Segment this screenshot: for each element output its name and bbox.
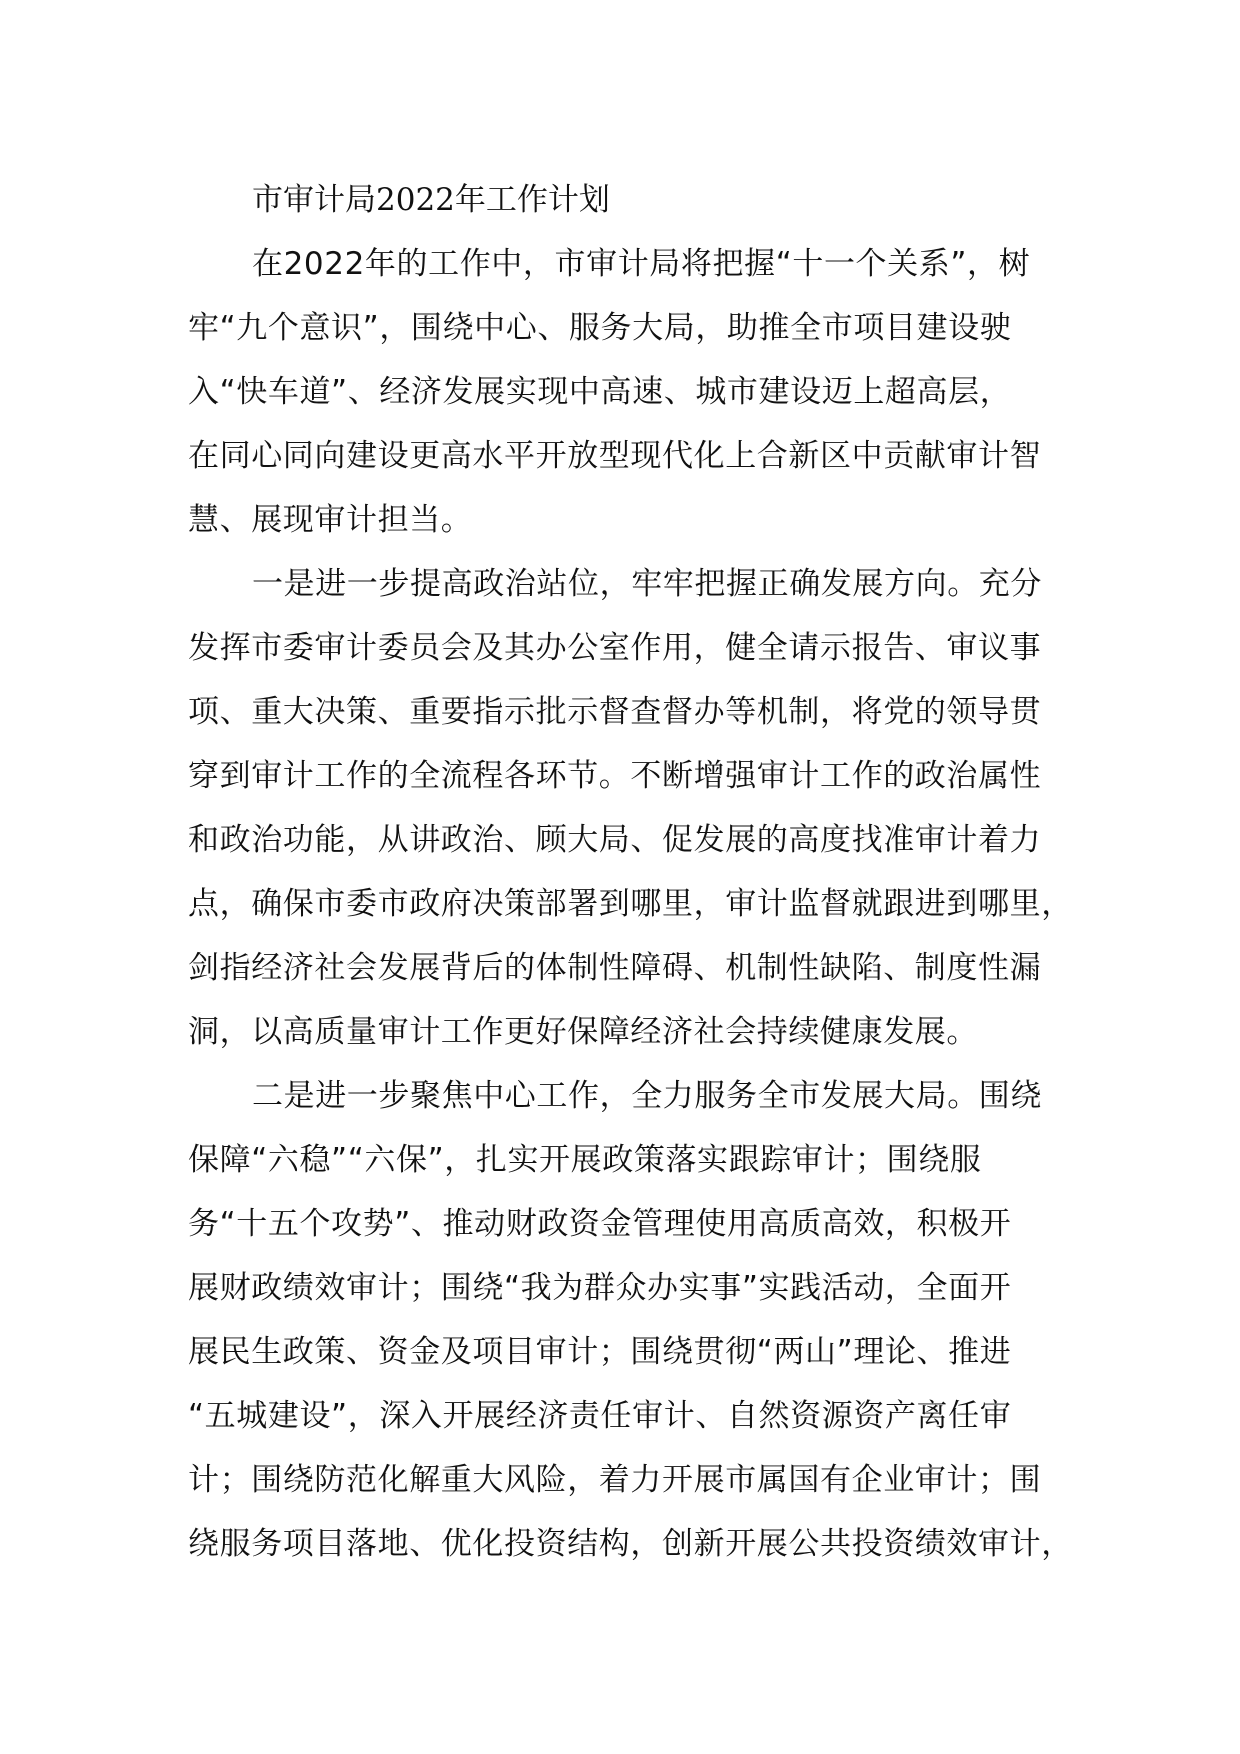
paragraph-line: 绕服务项目落地、优化投资结构，创新开展公共投资绩效审计， xyxy=(188,1526,1073,1562)
paragraph-intro xyxy=(188,232,1056,552)
paragraph-line: 计；围绕防范化解重大风险，着力开展市属国有企业审计；围 xyxy=(188,1462,1042,1498)
paragraph-line: 点，确保市委市政府决策部署到哪里，审计监督就跟进到哪里， xyxy=(188,886,1073,922)
paragraph-line: “五城建设”，深入开展经济责任审计、自然资源资产离任审 xyxy=(188,1398,1012,1434)
paragraph-central-work xyxy=(188,1064,1073,1576)
paragraph-line: 二是进一步聚焦中心工作，全力服务全市发展大局。围绕 xyxy=(252,1078,1042,1114)
paragraph-line: 在同心同向建设更高水平开放型现代化上合新区中贡献审计智 xyxy=(188,438,1042,474)
paragraph-line: 保障“六稳”“六保”，扎实开展政策落实跟踪审计；围绕服 xyxy=(188,1142,982,1178)
paragraph-line: 展民生政策、资金及项目审计；围绕贯彻“两山”理论、推进 xyxy=(188,1334,1012,1370)
paragraph-line: 发挥市委审计委员会及其办公室作用，健全请示报告、审议事 xyxy=(188,630,1042,666)
paragraph-line: 穿到审计工作的全流程各环节。不断增强审计工作的政治属性 xyxy=(188,758,1042,794)
paragraph-line: 在2022年的工作中，市审计局将把握“十一个关系”，树 xyxy=(252,246,1031,282)
paragraph-line: 慧、展现审计担当。 xyxy=(188,502,473,538)
document-title: 市审计局2022年工作计划 xyxy=(252,182,610,218)
paragraph-line: 展财政绩效审计；围绕“我为群众办实事”实践活动，全面开 xyxy=(188,1270,1012,1306)
paragraph-line: 入“快车道”、经济发展实现中高速、城市建设迈上超高层， xyxy=(188,374,1012,410)
paragraph-line: 项、重大决策、重要指示批示督查督办等机制，将党的领导贯 xyxy=(188,694,1042,730)
paragraph-line: 务“十五个攻势”、推动财政资金管理使用高质高效，积极开 xyxy=(188,1206,1012,1242)
paragraph-line: 一是进一步提高政治站位，牢牢把握正确发展方向。充分 xyxy=(252,566,1042,602)
paragraph-political-stance xyxy=(188,552,1073,1064)
paragraph-line: 剑指经济社会发展背后的体制性障碍、机制性缺陷、制度性漏 xyxy=(188,950,1042,986)
document-body xyxy=(188,168,1073,1576)
paragraph-line: 洞，以高质量审计工作更好保障经济社会持续健康发展。 xyxy=(188,1014,978,1050)
paragraph-line: 牢“九个意识”，围绕中心、服务大局，助推全市项目建设驶 xyxy=(188,310,1012,346)
paragraph-line: 和政治功能，从讲政治、顾大局、促发展的高度找准审计着力 xyxy=(188,822,1042,858)
